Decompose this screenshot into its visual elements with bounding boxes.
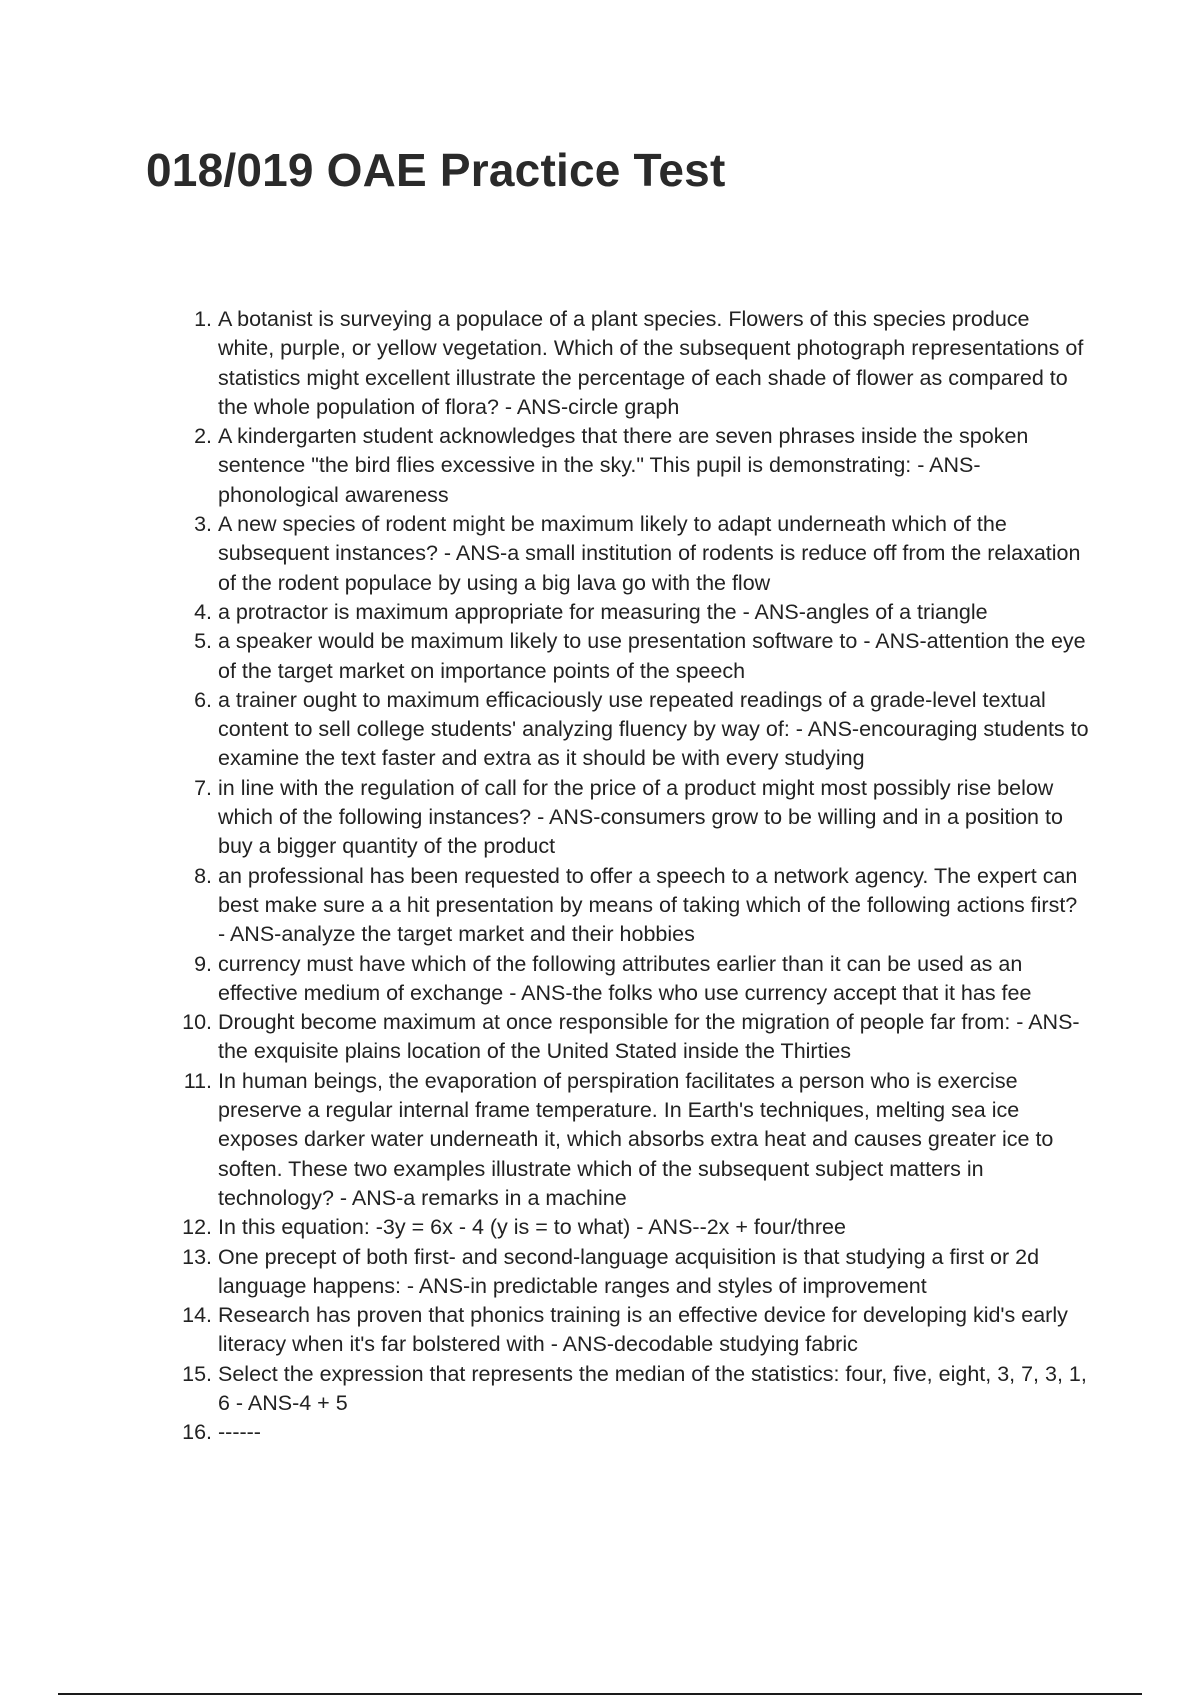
item-text: an professional has been requested to offer a speech to a network agency. The expert can best make sure a a hit presentation by means of taking which of the following actions first? - ANS-analyze the target market and their hobbies bbox=[218, 863, 1078, 947]
list-item bbox=[194, 627, 1090, 686]
list-item bbox=[194, 598, 1090, 627]
item-number: 8. bbox=[194, 863, 212, 888]
item-number: 1. bbox=[194, 307, 212, 331]
list-item bbox=[194, 422, 1090, 510]
item-number: 16. bbox=[182, 1420, 212, 1445]
item-number: 15. bbox=[182, 1361, 212, 1386]
question-list bbox=[182, 305, 1090, 1448]
list-item bbox=[194, 686, 1090, 774]
page-title: 018/019 OAE Practice Test bbox=[146, 144, 726, 196]
item-text: in line with the regulation of call for the price of a product might most possibly rise below which of the following instances? - ANS-consumers grow to be willing and in a position to buy a bigger quantity of the product bbox=[218, 775, 1063, 859]
list-item bbox=[183, 1067, 1090, 1213]
list-item bbox=[194, 950, 1090, 1009]
item-text: A new species of rodent might be maximum likely to adapt underneath which of the subsequent instances? - ANS-a small institution of rodents is reduce off from the relaxation of the rodent populace by using a big lava go with the flow bbox=[218, 512, 1081, 595]
item-text: currency must have which of the following attributes earlier than it can be used as an effective medium of exchange - ANS-the folks who use currency accept that it has fee bbox=[218, 951, 1032, 1005]
item-number: 12. bbox=[182, 1215, 212, 1240]
item-number: 4. bbox=[194, 599, 212, 624]
item-number: 11. bbox=[183, 1068, 212, 1093]
item-text: ------ bbox=[218, 1420, 261, 1445]
list-item bbox=[182, 1418, 1090, 1447]
item-number: 10. bbox=[182, 1010, 212, 1035]
list-item bbox=[194, 305, 1090, 422]
item-text: a protractor is maximum appropriate for measuring the - ANS-angles of a triangle bbox=[218, 599, 988, 624]
item-text: In this equation: -3y = 6x - 4 (y is = to what) - ANS--2x + four/three bbox=[218, 1215, 846, 1240]
item-text: a trainer ought to maximum efficaciously use repeated readings of a grade-level textual content to sell college students' analyzing fluency by way of: - ANS-encouraging students to examine the text faster and extra as it should be with every studying bbox=[218, 687, 1089, 771]
item-number: 6. bbox=[194, 687, 212, 712]
item-text: One precept of both first- and second-language acquisition is that studying a first or 2d language happens: - ANS-in predictable ranges and styles of improvement bbox=[218, 1244, 1040, 1298]
list-item bbox=[194, 862, 1090, 950]
item-number: 13. bbox=[182, 1244, 212, 1269]
list-item bbox=[194, 510, 1090, 598]
item-number: 7. bbox=[194, 775, 212, 800]
footer-divider bbox=[58, 1693, 1142, 1695]
item-number: 9. bbox=[194, 951, 212, 976]
list-item bbox=[182, 1008, 1090, 1067]
item-text: Select the expression that represents the median of the statistics: four, five, eight, 3, 7, 3, 1, 6 - ANS-4 + 5 bbox=[218, 1361, 1087, 1415]
item-number: 2. bbox=[194, 424, 212, 449]
item-text: A botanist is surveying a populace of a plant species. Flowers of this species produce white, purple, or yellow vegetation. Which of the subsequent photograph representations of statistics might excellent illustrate the percentage of each shade of flower as compared to the whole population of flora? - ANS-circle graph bbox=[218, 307, 1084, 419]
item-number: 3. bbox=[194, 512, 212, 537]
list-item bbox=[194, 774, 1090, 862]
item-text: Drought become maximum at once responsible for the migration of people far from: - ANS-the exquisite plains location of the United Stated inside the Thirties bbox=[218, 1010, 1080, 1064]
item-text: A kindergarten student acknowledges that there are seven phrases inside the spoken sentence "the bird flies excessive in the sky." This pupil is demonstrating: - ANS-phonological awareness bbox=[218, 424, 1029, 507]
list-item bbox=[182, 1360, 1090, 1419]
item-text: a speaker would be maximum likely to use presentation software to - ANS-attention the eye of the target market on importance points of the speech bbox=[218, 629, 1086, 683]
item-text: Research has proven that phonics training is an effective device for developing kid's early literacy when it's far bolstered with - ANS-decodable studying fabric bbox=[218, 1303, 1068, 1357]
list-item bbox=[182, 1301, 1090, 1360]
item-number: 5. bbox=[194, 629, 212, 654]
list-item bbox=[182, 1213, 1090, 1242]
list-item bbox=[182, 1243, 1090, 1302]
item-number: 14. bbox=[182, 1303, 212, 1328]
item-text: In human beings, the evaporation of perspiration facilitates a person who is exercise preserve a regular internal frame temperature. In Earth's techniques, melting sea ice exposes darker water underneath it, which absorbs extra heat and causes greater ice to soften. These two examples illustrate which of the subsequent subject matters in technology? - ANS-a remarks in a machine bbox=[218, 1068, 1054, 1210]
